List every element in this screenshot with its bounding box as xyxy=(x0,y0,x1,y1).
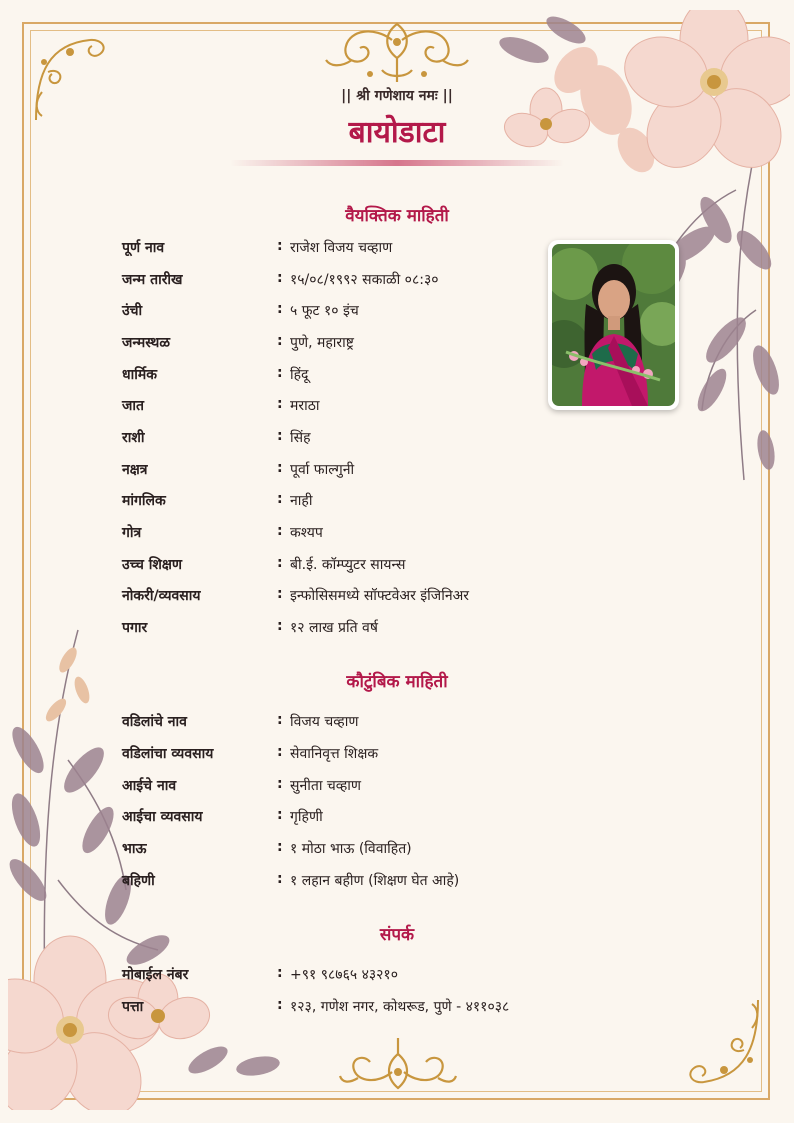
value: राजेश विजय चव्हाण xyxy=(290,240,393,256)
swirl-corner-bottom-right-icon xyxy=(680,998,764,1090)
label: वडिलांचे नाव xyxy=(122,714,187,730)
value: हिंदू xyxy=(290,367,309,383)
value: विजय चव्हाण xyxy=(290,714,359,730)
ornament-top-icon xyxy=(322,20,472,88)
page-title: बायोडाटा xyxy=(348,115,446,150)
label: गोत्र xyxy=(122,525,142,541)
portrait-image xyxy=(552,244,675,406)
value: इन्फोसिसमध्ये सॉफ्टवेअर इंजिनिअर xyxy=(290,588,470,604)
value: नाही xyxy=(290,493,313,509)
section-title-family: कौटुंबिक माहिती xyxy=(346,672,448,692)
separator: : xyxy=(277,586,283,602)
separator: : xyxy=(277,491,283,507)
separator: : xyxy=(277,776,283,792)
value: गृहिणी xyxy=(290,809,323,825)
label: भाऊ xyxy=(122,841,147,857)
separator: : xyxy=(277,523,283,539)
separator: : xyxy=(277,270,283,286)
swirl-corner-top-left-icon xyxy=(30,32,112,122)
label: पूर्ण नाव xyxy=(122,240,165,256)
separator: : xyxy=(277,333,283,349)
value: सिंह xyxy=(290,430,311,446)
value: १ मोठा भाऊ (विवाहित) xyxy=(290,841,412,857)
label: जात xyxy=(122,398,144,414)
separator: : xyxy=(277,965,283,981)
separator: : xyxy=(277,997,283,1013)
separator: : xyxy=(277,365,283,381)
label: पगार xyxy=(122,620,148,636)
value: १२ लाख प्रति वर्ष xyxy=(290,620,378,636)
separator: : xyxy=(277,871,283,887)
separator: : xyxy=(277,238,283,254)
separator: : xyxy=(277,839,283,855)
separator: : xyxy=(277,460,283,476)
value: बी.ई. कॉम्प्युटर सायन्स xyxy=(290,557,406,573)
invocation-text: || श्री गणेशाय नमः || xyxy=(341,88,453,104)
label: जन्मस्थळ xyxy=(122,335,170,351)
label: आईचा व्यवसाय xyxy=(122,809,203,825)
separator: : xyxy=(277,807,283,823)
value: कश्यप xyxy=(290,525,323,541)
label: धार्मिक xyxy=(122,367,157,383)
value: सुनीता चव्हाण xyxy=(290,778,362,794)
label: आईचे नाव xyxy=(122,778,177,794)
value: पुणे, महाराष्ट्र xyxy=(290,335,354,351)
value: सेवानिवृत्त शिक्षक xyxy=(290,746,379,762)
separator: : xyxy=(277,428,283,444)
label: राशी xyxy=(122,430,145,446)
label: बहिणी xyxy=(122,873,155,889)
value: मराठा xyxy=(290,398,320,414)
ornament-bottom-icon xyxy=(338,1036,458,1092)
value: १५/०८/१९९२ सकाळी ०८:३० xyxy=(290,272,439,288)
value: +९१ ९८७६५ ४३२१० xyxy=(290,967,398,983)
label: मोबाईल नंबर xyxy=(122,967,189,983)
value: १ लहान बहीण (शिक्षण घेत आहे) xyxy=(290,873,460,889)
profile-photo xyxy=(548,240,679,410)
label: नक्षत्र xyxy=(122,462,148,478)
separator: : xyxy=(277,555,283,571)
label: नोकरी/व्यवसाय xyxy=(122,588,201,604)
section-title-personal: वैयक्तिक माहिती xyxy=(345,206,449,226)
separator: : xyxy=(277,744,283,760)
label: उंची xyxy=(122,303,143,319)
separator: : xyxy=(277,301,283,317)
separator: : xyxy=(277,712,283,728)
label: पत्ता xyxy=(122,999,144,1015)
flower-corner-bottom-left-icon xyxy=(8,620,298,1110)
value: १२३, गणेश नगर, कोथरूड, पुणे - ४११०३८ xyxy=(290,999,510,1015)
title-divider xyxy=(230,160,564,166)
value: ५ फूट १० इंच xyxy=(290,303,359,319)
section-title-contact: संपर्क xyxy=(379,925,415,945)
label: जन्म तारीख xyxy=(122,272,183,288)
label: वडिलांचा व्यवसाय xyxy=(122,746,214,762)
value: पूर्वा फाल्गुनी xyxy=(290,462,355,478)
label: मांगलिक xyxy=(122,493,166,509)
separator: : xyxy=(277,396,283,412)
label: उच्च शिक्षण xyxy=(122,557,183,573)
separator: : xyxy=(277,618,283,634)
